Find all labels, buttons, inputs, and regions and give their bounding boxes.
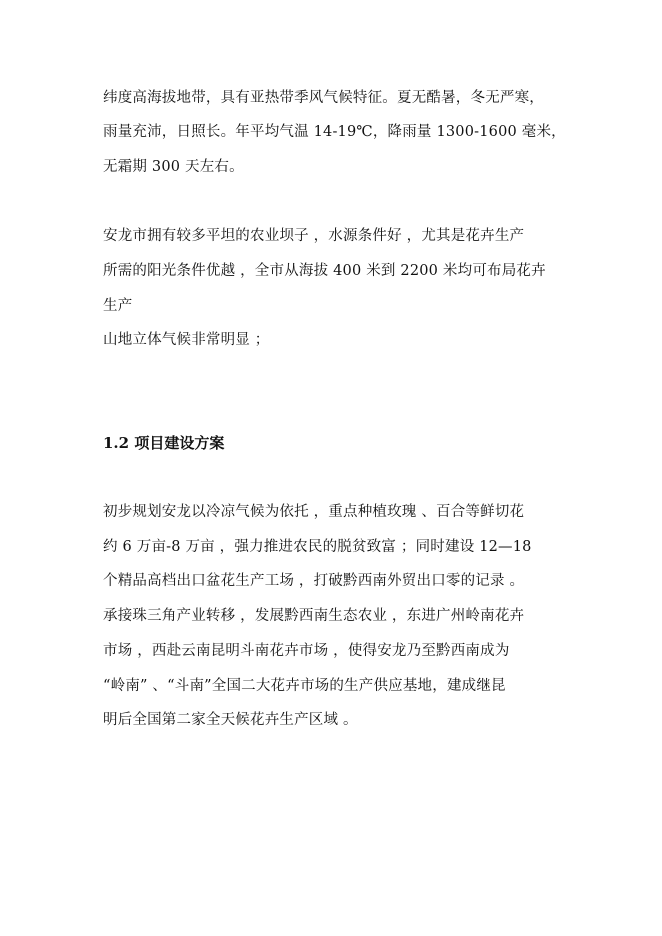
paragraph-3-line-6: “岭南” 、“斗南”全国二大花卉市场的生产供应基地，建成继昆 bbox=[103, 678, 506, 694]
paragraph-1-line-3: 无霜期 300 天左右。 bbox=[103, 159, 244, 175]
paragraph-2-line-2: 所需的阳光条件优越 ，全市从海拔 400 米到 2200 米均可布局花卉 bbox=[103, 263, 546, 279]
paragraph-1-line-2: 雨量充沛，日照长。年平均气温 14-19℃，降雨量 1300-1600 毫米， bbox=[103, 124, 566, 140]
paragraph-3-line-1: 初步规划安龙以冷凉气候为依托 ，重点种植玫瑰 、百合等鲜切花 bbox=[103, 504, 525, 520]
paragraph-3-line-5: 市场 ，西赴云南昆明斗南花卉市场 ，使得安龙乃至黔西南成为 bbox=[103, 643, 510, 659]
paragraph-3-line-4: 承接珠三角产业转移 ，发展黔西南生态农业 ，东进广州岭南花卉 bbox=[103, 608, 525, 624]
paragraph-2-line-4: 山地立体气候非常明显 ； bbox=[103, 332, 270, 348]
paragraph-1-line-1: 纬度高海拔地带，具有亚热带季风气候特征。夏无酷暑，冬无严寒， bbox=[103, 90, 544, 106]
paragraph-2-line-1: 安龙市拥有较多平坦的农业坝子 ，水源条件好 ，尤其是花卉生产 bbox=[103, 228, 525, 244]
section-heading: 1.2 项目建设方案 bbox=[103, 434, 225, 452]
paragraph-3-line-7: 明后全国第二家全天候花卉生产区域 。 bbox=[103, 712, 358, 728]
paragraph-2-line-3: 生产 bbox=[103, 298, 133, 314]
paragraph-3-line-2: 约 6 万亩-8 万亩 ，强力推进农民的脱贫致富 ；同时建设 12—18 bbox=[103, 539, 532, 555]
paragraph-3-line-3: 个精品高档出口盆花生产工场 ，打破黔西南外贸出口零的记录 。 bbox=[103, 573, 525, 589]
